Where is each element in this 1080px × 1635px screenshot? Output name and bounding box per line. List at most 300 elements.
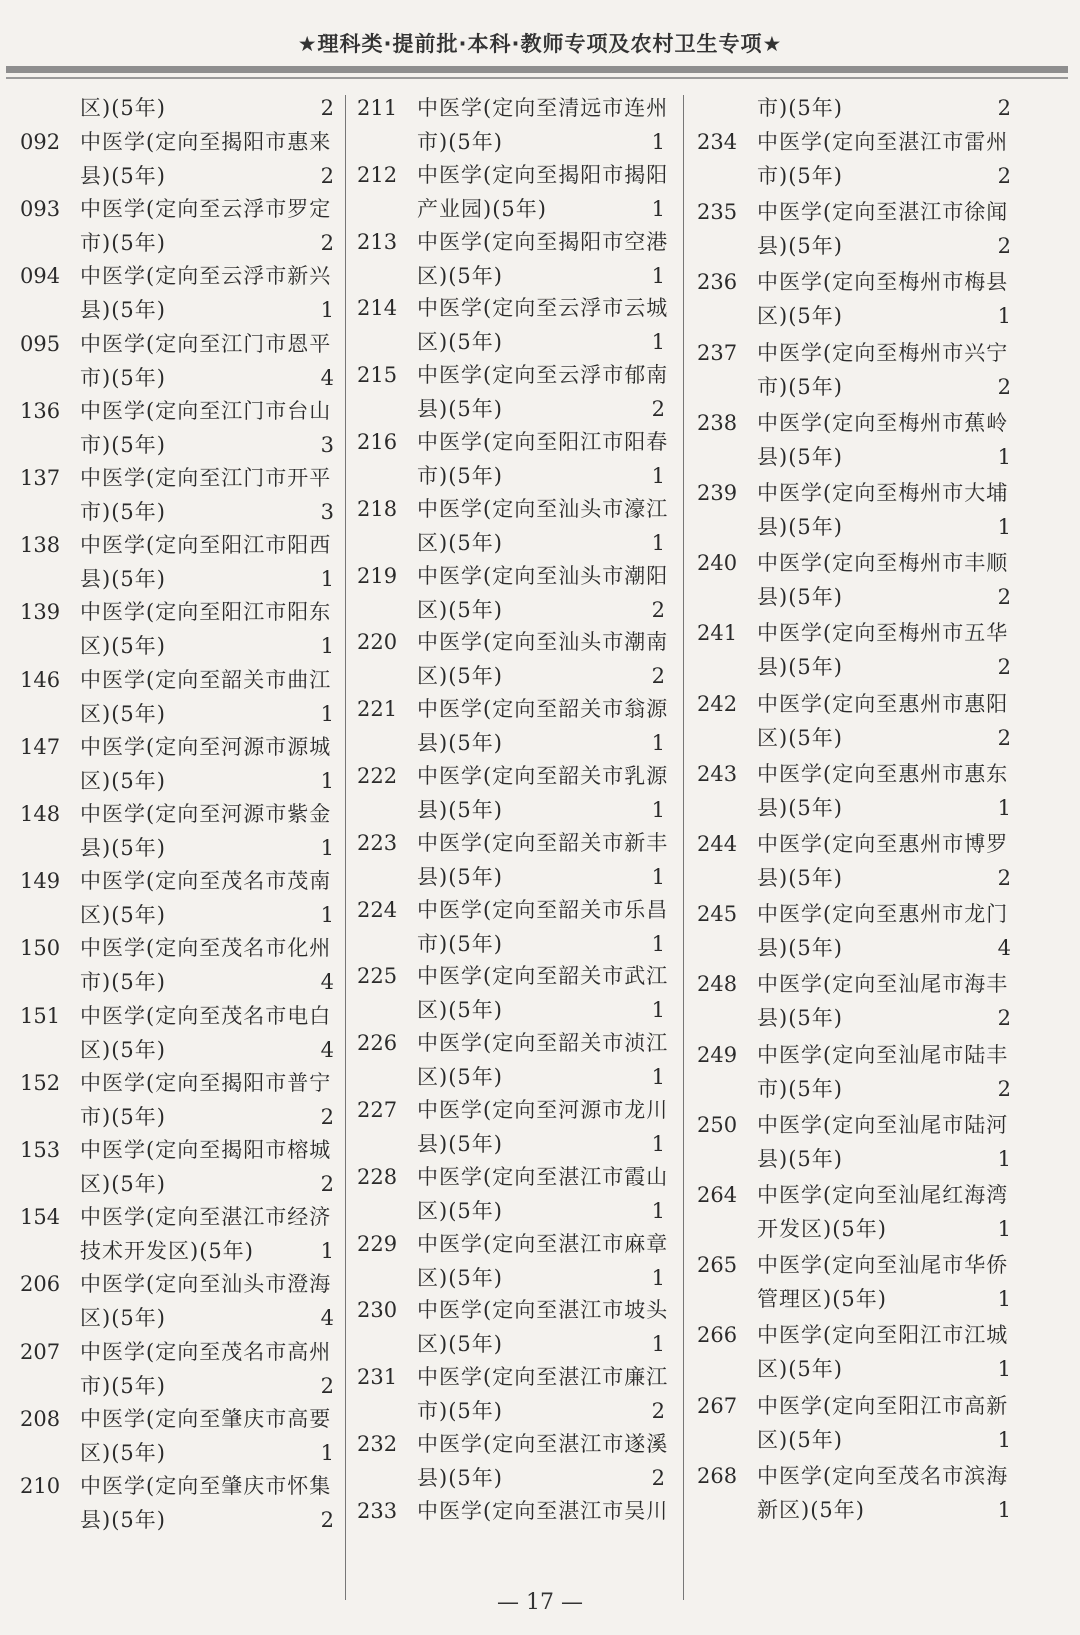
entry-major: 中医学(定向至茂名市茂南 (80, 869, 332, 894)
entry-major: 中医学(定向至汕尾市陆河 (757, 1112, 1009, 1137)
entry-code: 264 (697, 1183, 738, 1207)
list-item (357, 827, 669, 897)
entry-code: 244 (697, 832, 738, 856)
entry-major: 中医学(定向至茂名市电白 (80, 1003, 332, 1028)
entry-quota: 1 (997, 1427, 1011, 1452)
entry-major: 中医学(定向至阳江市江城 (757, 1323, 1009, 1348)
entry-major-continued: 县)(5年) (417, 397, 503, 422)
list-item (357, 1161, 669, 1231)
column-divider (683, 95, 684, 1600)
entry-major: 中医学(定向至梅州市蕉岭 (757, 410, 1009, 435)
list-item (20, 596, 334, 666)
entry-code: 243 (697, 761, 738, 786)
entry-major-continued: 区)(5年) (80, 768, 166, 793)
entry-major-continued: 市)(5年) (417, 130, 503, 154)
entry-major-continued: 市)(5年) (80, 500, 166, 524)
entry-code: 226 (357, 1031, 398, 1056)
entry-major-continued: 市)(5年) (757, 1076, 843, 1101)
entry-quota: 2 (997, 655, 1011, 680)
entry-major: 中医学(定向至惠州市博罗 (757, 832, 1009, 856)
entry-code: 224 (357, 897, 398, 922)
entry-major: 中医学(定向至江门市开平 (80, 466, 332, 490)
list-item (20, 1470, 334, 1540)
list-item (697, 688, 1011, 758)
entry-quota: 1 (651, 998, 665, 1023)
entry-major-continued: 县)(5年) (757, 795, 843, 820)
entry-major: 中医学(定向至湛江市坡头 (417, 1298, 669, 1323)
entry-major: 中医学(定向至湛江市徐闻 (757, 200, 1009, 225)
entry-code: 241 (697, 621, 738, 646)
list-item (20, 1067, 334, 1137)
entry-major-continued: 县)(5年) (417, 1466, 503, 1490)
entry-quota: 1 (997, 1146, 1011, 1171)
list-item (357, 1495, 669, 1565)
entry-text-continued: 市)(5年) (757, 96, 843, 120)
entry-major-continued: 县)(5年) (757, 585, 843, 610)
entry-major: 中医学(定向至茂名市化州 (80, 936, 332, 961)
entry-code: 219 (357, 563, 398, 588)
entry-code: 148 (20, 802, 61, 826)
entry-major-continued: 区)(5年) (417, 263, 503, 288)
list-item (357, 226, 669, 296)
entry-major-continued: 区)(5年) (757, 1357, 843, 1382)
entry-quota: 4 (320, 1037, 334, 1062)
entry-major: 中医学(定向至梅州市梅县 (757, 270, 1009, 295)
list-item (357, 159, 669, 229)
list-item (697, 1319, 1011, 1389)
entry-major-continued: 市)(5年) (80, 1104, 166, 1129)
entry-major-continued: 区)(5年) (417, 597, 503, 622)
entry-quota: 1 (997, 1217, 1011, 1241)
entry-quota: 1 (997, 1497, 1011, 1522)
list-item (20, 731, 334, 801)
list-item (20, 1201, 334, 1271)
entry-code: 137 (20, 466, 61, 490)
entry-major-continued: 区)(5年) (80, 1172, 166, 1196)
entry-code: 267 (697, 1393, 738, 1418)
entry-code: 213 (357, 229, 398, 254)
entry-quota: 1 (651, 798, 665, 822)
entry-quota: 1 (320, 903, 334, 928)
entry-code: 094 (20, 264, 61, 289)
entry-major-continued: 区)(5年) (80, 634, 166, 659)
entry-code: 208 (20, 1406, 61, 1431)
entry-code: 235 (697, 200, 738, 225)
entry-major: 中医学(定向至阳江市阳春 (417, 430, 669, 454)
entry-quota: 1 (651, 530, 665, 555)
entry-major-continued: 县)(5年) (417, 731, 503, 756)
entry-quota: 1 (651, 931, 665, 956)
entry-major: 中医学(定向至江门市台山 (80, 398, 332, 423)
entry-code: 093 (20, 197, 61, 222)
entry-major-continued: 区)(5年) (757, 1427, 843, 1452)
column-divider (345, 95, 346, 1600)
entry-code: 237 (697, 340, 738, 365)
list-item (20, 664, 334, 734)
entry-quota: 3 (320, 500, 334, 524)
entry-quota: 2 (997, 374, 1011, 399)
entry-major-continued: 区)(5年) (417, 1265, 503, 1290)
entry-major: 中医学(定向至湛江市霞山 (417, 1164, 669, 1189)
entry-major: 中医学(定向至肇庆市高要 (80, 1406, 332, 1431)
entry-quota: 1 (320, 836, 334, 860)
entry-major-continued: 市)(5年) (757, 164, 843, 188)
list-item (697, 477, 1011, 547)
entry-code: 248 (697, 972, 738, 997)
list-item (697, 1109, 1011, 1179)
list-item (357, 760, 669, 830)
entry-major: 中医学(定向至韶关市乐昌 (417, 897, 669, 922)
entry-quota: 2 (997, 1076, 1011, 1101)
entry-code: 242 (697, 691, 738, 716)
list-item (357, 1428, 669, 1498)
entry-code: 245 (697, 902, 738, 927)
entry-major: 中医学(定向至湛江市麻章 (417, 1231, 669, 1256)
entry-code: 239 (697, 481, 738, 505)
entry-major: 中医学(定向至汕头市濠江 (417, 496, 669, 521)
entry-major-continued: 市)(5年) (417, 931, 503, 956)
entry-quota: 1 (651, 196, 665, 221)
entry-major-continued: 县)(5年) (417, 1132, 503, 1156)
list-item (20, 932, 334, 1002)
list-item (357, 894, 669, 964)
list-item (697, 1179, 1011, 1249)
entry-major-continued: 县)(5年) (80, 298, 166, 323)
entry-major: 中医学(定向至汕头市潮阳 (417, 563, 669, 588)
list-item (357, 1361, 669, 1431)
entry-major-continued: 市)(5年) (80, 365, 166, 390)
entry-quota: 2 (320, 96, 334, 120)
entry-quota: 4 (320, 1306, 334, 1331)
entry-major: 中医学(定向至茂名市滨海 (757, 1463, 1009, 1488)
page-header: ★理科类·提前批·本科·教师专项及农村卫生专项★ (297, 32, 783, 56)
list-item (697, 126, 1011, 196)
entry-quota: 1 (320, 768, 334, 793)
entry-major: 中医学(定向至梅州市兴宁 (757, 340, 1009, 365)
entry-major: 中医学(定向至湛江市廉江 (417, 1365, 669, 1390)
entry-major: 中医学(定向至汕头市潮南 (417, 630, 669, 655)
list-item (697, 1390, 1011, 1460)
entry-code: 150 (20, 936, 61, 961)
entry-major: 中医学(定向至云浮市郁南 (417, 363, 669, 388)
entry-quota: 1 (997, 1287, 1011, 1312)
entry-quota: 2 (651, 664, 665, 689)
entry-major: 中医学(定向至韶关市新丰 (417, 830, 669, 855)
entry-major-continued: 产业园)(5年) (417, 196, 547, 221)
entry-major-continued: 新区)(5年) (757, 1497, 865, 1522)
entry-quota: 1 (997, 795, 1011, 820)
list-item (697, 337, 1011, 407)
entry-quota: 1 (320, 567, 334, 592)
entry-major-continued: 区)(5年) (417, 1065, 503, 1090)
entry-quota: 1 (997, 444, 1011, 469)
continued-entry (697, 58, 1011, 128)
entry-code: 151 (20, 1003, 61, 1028)
list-item (20, 865, 334, 935)
entry-code: 214 (357, 296, 398, 321)
entry-major: 中医学(定向至湛江市吴川 (417, 1498, 669, 1523)
entry-code: 152 (20, 1070, 61, 1095)
entry-major-continued: 县)(5年) (757, 515, 843, 539)
list-item (697, 758, 1011, 828)
entry-code: 233 (357, 1498, 398, 1523)
entry-code: 223 (357, 830, 398, 855)
list-item (697, 1249, 1011, 1319)
entry-code: 149 (20, 869, 61, 894)
entry-quota: 1 (320, 1239, 334, 1264)
entry-quota: 2 (651, 597, 665, 622)
entry-quota: 2 (997, 234, 1011, 259)
list-item (357, 693, 669, 763)
entry-major: 中医学(定向至湛江市遂溪 (417, 1432, 669, 1456)
entry-code: 227 (357, 1098, 398, 1122)
entry-major-continued: 县)(5年) (757, 444, 843, 469)
entry-quota: 1 (651, 1065, 665, 1090)
entry-major: 中医学(定向至惠州市惠阳 (757, 691, 1009, 716)
entry-major: 中医学(定向至韶关市乳源 (417, 764, 669, 788)
list-item (20, 462, 334, 532)
entry-major: 中医学(定向至惠州市惠东 (757, 761, 1009, 786)
entry-major: 中医学(定向至揭阳市榕城 (80, 1138, 332, 1162)
entry-major-continued: 区)(5年) (417, 330, 503, 355)
entry-major-continued: 区)(5年) (80, 903, 166, 928)
entry-quota: 2 (651, 1466, 665, 1490)
entry-quota: 2 (320, 231, 334, 256)
entry-quota: 1 (651, 464, 665, 488)
entry-code: 092 (20, 130, 61, 154)
entry-quota: 1 (320, 634, 334, 659)
entry-major-continued: 开发区)(5年) (757, 1217, 887, 1241)
entry-major-continued: 区)(5年) (80, 1440, 166, 1465)
entry-major-continued: 县)(5年) (757, 1006, 843, 1031)
list-item (357, 626, 669, 696)
entry-major-continued: 区)(5年) (757, 725, 843, 750)
page-number: — 17 — (497, 1590, 583, 1615)
entry-code: 249 (697, 1042, 738, 1067)
list-item (357, 960, 669, 1030)
entry-major-continued: 市)(5年) (757, 374, 843, 399)
list-item (697, 898, 1011, 968)
entry-code: 146 (20, 667, 61, 692)
entry-quota: 1 (320, 1440, 334, 1465)
entry-quota: 1 (651, 330, 665, 355)
entry-code: 250 (697, 1112, 738, 1137)
entry-major: 中医学(定向至韶关市翁源 (417, 697, 669, 722)
entry-code: 218 (357, 496, 398, 521)
entry-quota: 2 (320, 1508, 334, 1532)
list-item (357, 426, 669, 496)
entry-major: 中医学(定向至湛江市经济 (80, 1205, 332, 1230)
entry-code: 138 (20, 533, 61, 558)
entry-quota: 2 (997, 725, 1011, 750)
entry-quota: 2 (997, 96, 1011, 120)
entry-quota: 1 (320, 701, 334, 726)
entry-major-continued: 区)(5年) (80, 701, 166, 726)
entry-major-continued: 县)(5年) (757, 234, 843, 259)
entry-major-continued: 县)(5年) (417, 798, 503, 822)
list-item (20, 328, 334, 398)
entry-code: 221 (357, 697, 398, 722)
entry-quota: 1 (997, 304, 1011, 329)
list-item (697, 828, 1011, 898)
entry-major-continued: 管理区)(5年) (757, 1287, 887, 1312)
entry-major: 中医学(定向至韶关市浈江 (417, 1031, 669, 1056)
list-item (20, 193, 334, 263)
list-item (20, 1134, 334, 1204)
entry-major: 中医学(定向至湛江市雷州 (757, 130, 1009, 154)
entry-quota: 3 (320, 432, 334, 457)
entry-major-continued: 市)(5年) (80, 1373, 166, 1398)
list-item (357, 1228, 669, 1298)
entry-code: 206 (20, 1272, 61, 1297)
entry-quota: 4 (320, 970, 334, 995)
entry-major: 中医学(定向至汕头市澄海 (80, 1272, 332, 1297)
entry-major: 中医学(定向至茂名市高州 (80, 1339, 332, 1364)
entry-major: 中医学(定向至江门市恩平 (80, 331, 332, 356)
entry-major: 中医学(定向至韶关市曲江 (80, 667, 332, 692)
entry-code: 207 (20, 1339, 61, 1364)
entry-major-continued: 市)(5年) (80, 432, 166, 457)
entry-major-continued: 区)(5年) (757, 304, 843, 329)
entry-quota: 1 (651, 263, 665, 288)
entry-quota: 1 (651, 1265, 665, 1290)
entry-major-continued: 区)(5年) (417, 1332, 503, 1357)
list-item (20, 395, 334, 465)
list-item (697, 1039, 1011, 1109)
entry-code: 210 (20, 1474, 61, 1498)
list-item (20, 1336, 334, 1406)
entry-quota: 2 (651, 1399, 665, 1424)
list-item (697, 266, 1011, 336)
list-item (20, 529, 334, 599)
list-item (357, 1094, 669, 1164)
entry-quota: 4 (997, 936, 1011, 961)
list-item (357, 1027, 669, 1097)
entry-quota: 2 (997, 164, 1011, 188)
entry-quota: 1 (997, 515, 1011, 539)
entry-major-continued: 区)(5年) (417, 664, 503, 689)
entry-code: 228 (357, 1164, 398, 1189)
entry-code: 154 (20, 1205, 61, 1230)
entry-major-continued: 县)(5年) (417, 864, 503, 889)
entry-code: 240 (697, 551, 738, 576)
entry-code: 220 (357, 630, 398, 655)
entry-major-continued: 市)(5年) (80, 231, 166, 256)
entry-quota: 1 (651, 1332, 665, 1357)
list-item (697, 407, 1011, 477)
entry-major-continued: 县)(5年) (80, 836, 166, 860)
entry-major: 中医学(定向至揭阳市普宁 (80, 1070, 332, 1095)
list-item (20, 798, 334, 868)
entry-code: 225 (357, 964, 398, 989)
entry-quota: 2 (997, 1006, 1011, 1031)
entry-major: 中医学(定向至惠州市龙门 (757, 902, 1009, 927)
entry-major: 中医学(定向至肇庆市怀集 (80, 1474, 332, 1498)
entry-code: 266 (697, 1323, 738, 1348)
entry-major: 中医学(定向至河源市源城 (80, 734, 332, 759)
entry-major: 中医学(定向至汕尾市华侨 (757, 1253, 1009, 1278)
entry-code: 222 (357, 764, 398, 788)
entry-code: 232 (357, 1432, 398, 1456)
entry-major-continued: 县)(5年) (757, 936, 843, 961)
list-item (357, 92, 669, 162)
entry-code: 234 (697, 130, 738, 154)
entry-text-continued: 区)(5年) (80, 96, 166, 120)
entry-major: 中医学(定向至揭阳市揭阳 (417, 162, 669, 187)
entry-major: 中医学(定向至汕尾市陆丰 (757, 1042, 1009, 1067)
entry-major-continued: 市)(5年) (80, 970, 166, 995)
entry-major-continued: 县)(5年) (757, 655, 843, 680)
entry-major-continued: 县)(5年) (80, 1508, 166, 1532)
list-item (357, 292, 669, 362)
entry-major-continued: 县)(5年) (80, 164, 166, 188)
entry-major-continued: 技术开发区)(5年) (80, 1239, 254, 1264)
entry-major: 中医学(定向至揭阳市惠来 (80, 130, 332, 154)
list-item (20, 1000, 334, 1070)
list-item (697, 196, 1011, 266)
entry-major-continued: 县)(5年) (80, 567, 166, 592)
entry-major: 中医学(定向至揭阳市空港 (417, 229, 669, 254)
entry-quota: 2 (651, 397, 665, 422)
list-item (357, 560, 669, 630)
entry-major-continued: 区)(5年) (417, 530, 503, 555)
entry-major: 中医学(定向至阳江市阳东 (80, 600, 332, 625)
entry-code: 238 (697, 410, 738, 435)
entry-quota: 2 (320, 1373, 334, 1398)
entry-code: 236 (697, 270, 738, 295)
list-item (697, 1460, 1011, 1530)
entry-code: 095 (20, 331, 61, 356)
entry-major: 中医学(定向至清远市连州 (417, 96, 669, 120)
entry-major: 中医学(定向至汕尾市海丰 (757, 972, 1009, 997)
entry-quota: 1 (651, 731, 665, 756)
list-item (697, 547, 1011, 617)
entry-major: 中医学(定向至梅州市五华 (757, 621, 1009, 646)
entry-major-continued: 区)(5年) (80, 1306, 166, 1331)
entry-major-continued: 区)(5年) (417, 1198, 503, 1223)
entry-quota: 1 (320, 298, 334, 323)
entry-code: 229 (357, 1231, 398, 1256)
entry-major: 中医学(定向至河源市龙川 (417, 1098, 669, 1122)
entry-major: 中医学(定向至河源市紫金 (80, 802, 332, 826)
entry-major: 中医学(定向至梅州市丰顺 (757, 551, 1009, 576)
entry-quota: 2 (997, 866, 1011, 890)
entry-quota: 1 (651, 130, 665, 154)
entry-code: 230 (357, 1298, 398, 1323)
list-item (357, 493, 669, 563)
list-item (697, 968, 1011, 1038)
continued-entry (20, 58, 334, 128)
list-item (20, 126, 334, 196)
entry-code: 153 (20, 1138, 61, 1162)
entry-major-continued: 市)(5年) (417, 1399, 503, 1424)
entry-major: 中医学(定向至汕尾红海湾 (757, 1183, 1009, 1207)
entry-code: 136 (20, 398, 61, 423)
entry-quota: 1 (651, 1132, 665, 1156)
entry-major: 中医学(定向至云浮市新兴 (80, 264, 332, 289)
entry-code: 215 (357, 363, 398, 388)
entry-quota: 2 (320, 164, 334, 188)
list-item (357, 359, 669, 429)
entry-major: 中医学(定向至梅州市大埔 (757, 481, 1009, 505)
list-item (20, 1403, 334, 1473)
entry-code: 147 (20, 734, 61, 759)
entry-quota: 2 (320, 1104, 334, 1129)
entry-quota: 2 (320, 1172, 334, 1196)
list-item (357, 1294, 669, 1364)
list-item (20, 1268, 334, 1338)
entry-quota: 1 (651, 1198, 665, 1223)
